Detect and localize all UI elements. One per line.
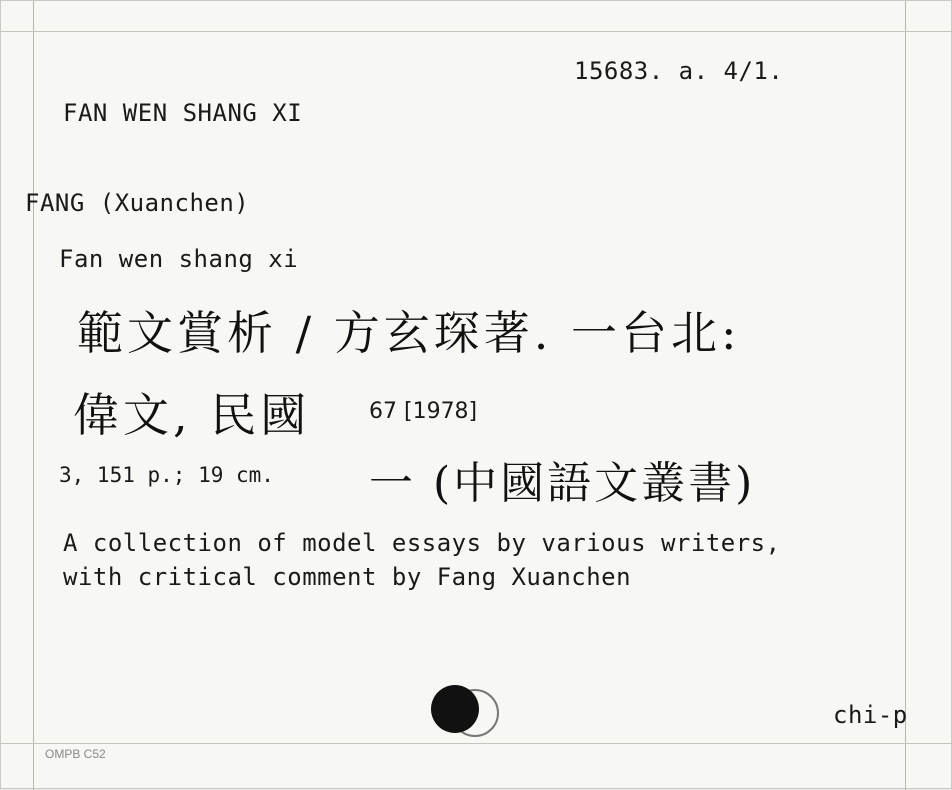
chinese-publisher-line: 偉文, 民國 [73,388,311,442]
bottom-rule [1,743,952,744]
shelfmark: 15683. a. 4/1. [574,57,784,85]
punch-hole [431,685,479,733]
right-margin-rule [905,1,906,790]
collation: 3, 151 p.; 19 cm. [59,463,274,487]
publication-date: 67 [1978] [369,399,478,424]
chinese-title-line: 範文賞析 / 方玄琛著. 一台北: [77,306,741,360]
romanized-title: Fan wen shang xi [59,245,299,273]
language-code: chi-p [833,701,908,729]
title-heading: FAN WEN SHANG XI [63,99,303,127]
printer-mark: OMPB C52 [45,747,106,761]
series-statement: 一 (中國語文叢書) [369,458,756,509]
left-margin-rule [33,1,34,790]
note-line-1: A collection of model essays by various writers, [63,529,781,557]
note-line-2: with critical comment by Fang Xuanchen [63,563,632,591]
top-rule [1,31,952,32]
author-heading: FANG (Xuanchen) [25,189,250,217]
